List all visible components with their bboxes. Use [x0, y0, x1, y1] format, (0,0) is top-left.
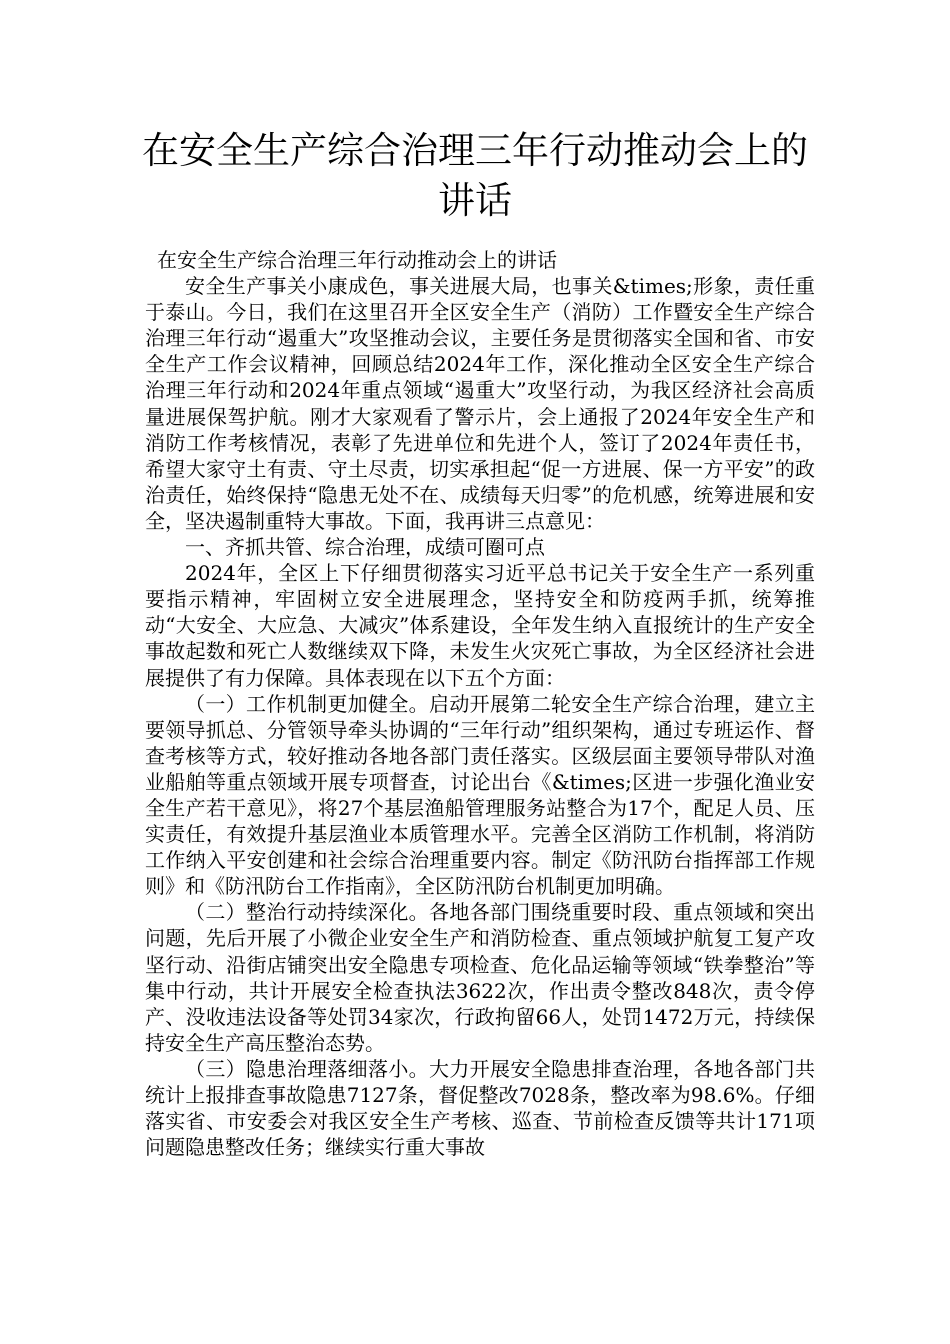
section-heading: 一、齐抓共管、综合治理，成绩可圈可点: [185, 535, 545, 560]
document-title: [100, 126, 850, 226]
body-paragraph: 安全生产事关小康成色，事关进展大局，也事关&times;形象，责任重于泰山。今日，我们在这里召开全区安全生产（消防）工作暨安全生产综合治理三年行动“遏重大”攻坚推动会议，主要任务是贯彻落实全国和省、市安全生产工作会议精神，回顾总结2024年工作，深化推动全区安全生产综合治理三年行动和2024年重点领域“遏重大”攻坚行动，为我区经济社会高质量进展保驾护航。刚才大家观看了警示片，会上通报了2024年安全生产和消防工作考核情况，表彰了先进单位和先进个人，签订了2024年责任书，希望大家守土有责、守土尽责，切实承担起“促一方进展、保一方平安”的政治责任，始终保持“隐患无处不在、成绩每天归零”的危机感，统筹进展和安全，坚决遏制重特大事故。下面，我再讲三点意见：: [145, 274, 815, 533]
body-paragraph: 2024年，全区上下仔细贯彻落实习近平总书记关于安全生产一系列重要指示精神，牢固树立安全进展理念，坚持安全和防疫两手抓，统筹推动“大安全、大应急、大减灾”体系建设，全年发生纳入直报统计的生产安全事故起数和死亡人数继续双下降，未发生火灾死亡事故，为全区经济社会进展提供了有力保障。具体表现在以下五个方面：: [145, 561, 815, 690]
title-line-2: 讲话: [438, 179, 512, 222]
body-paragraph: （二）整治行动持续深化。各地各部门围绕重要时段、重点领域和突出问题，先后开展了小微企业安全生产和消防检查、重点领域护航复工复产攻坚行动、沿街店铺突出安全隐患专项检查、危化品运输等领域“铁拳整治”等集中行动，共计开展安全检查执法3622次，作出责令整改848次，责令停产、没收违法设备等处罚34家次，行政拘留66人，处罚1472万元，持续保持安全生产高压整治态势。: [145, 900, 815, 1055]
subtitle-paragraph: 在安全生产综合治理三年行动推动会上的讲话: [157, 248, 557, 272]
body-paragraph: （三）隐患治理落细落小。大力开展安全隐患排查治理，各地各部门共统计上报排查事故隐患7127条，督促整改7028条，整改率为98.6%。仔细落实省、市安委会对我区安全生产考核、巡查、节前检查反馈等共计171项问题隐患整改任务；继续实行重大事故: [145, 1056, 815, 1160]
document-body: [145, 247, 815, 1160]
title-line-1: 在安全生产综合治理三年行动推动会上的: [142, 129, 808, 172]
body-paragraph: （一）工作机制更加健全。启动开展第二轮安全生产综合治理，建立主要领导抓总、分管领导牵头协调的“三年行动”组织架构，通过专班运作、督查考核等方式，较好推动各地各部门责任落实。区级层面主要领导带队对渔业船舶等重点领域开展专项督查，讨论出台《&times;区进一步强化渔业安全生产若干意见》，将27个基层渔船管理服务站整合为17个，配足人员、压实责任，有效提升基层渔业本质管理水平。完善全区消防工作机制，将消防工作纳入平安创建和社会综合治理重要内容。制定《防汛防台指挥部工作规则》和《防汛防台工作指南》，全区防汛防台机制更加明确。: [145, 691, 815, 899]
